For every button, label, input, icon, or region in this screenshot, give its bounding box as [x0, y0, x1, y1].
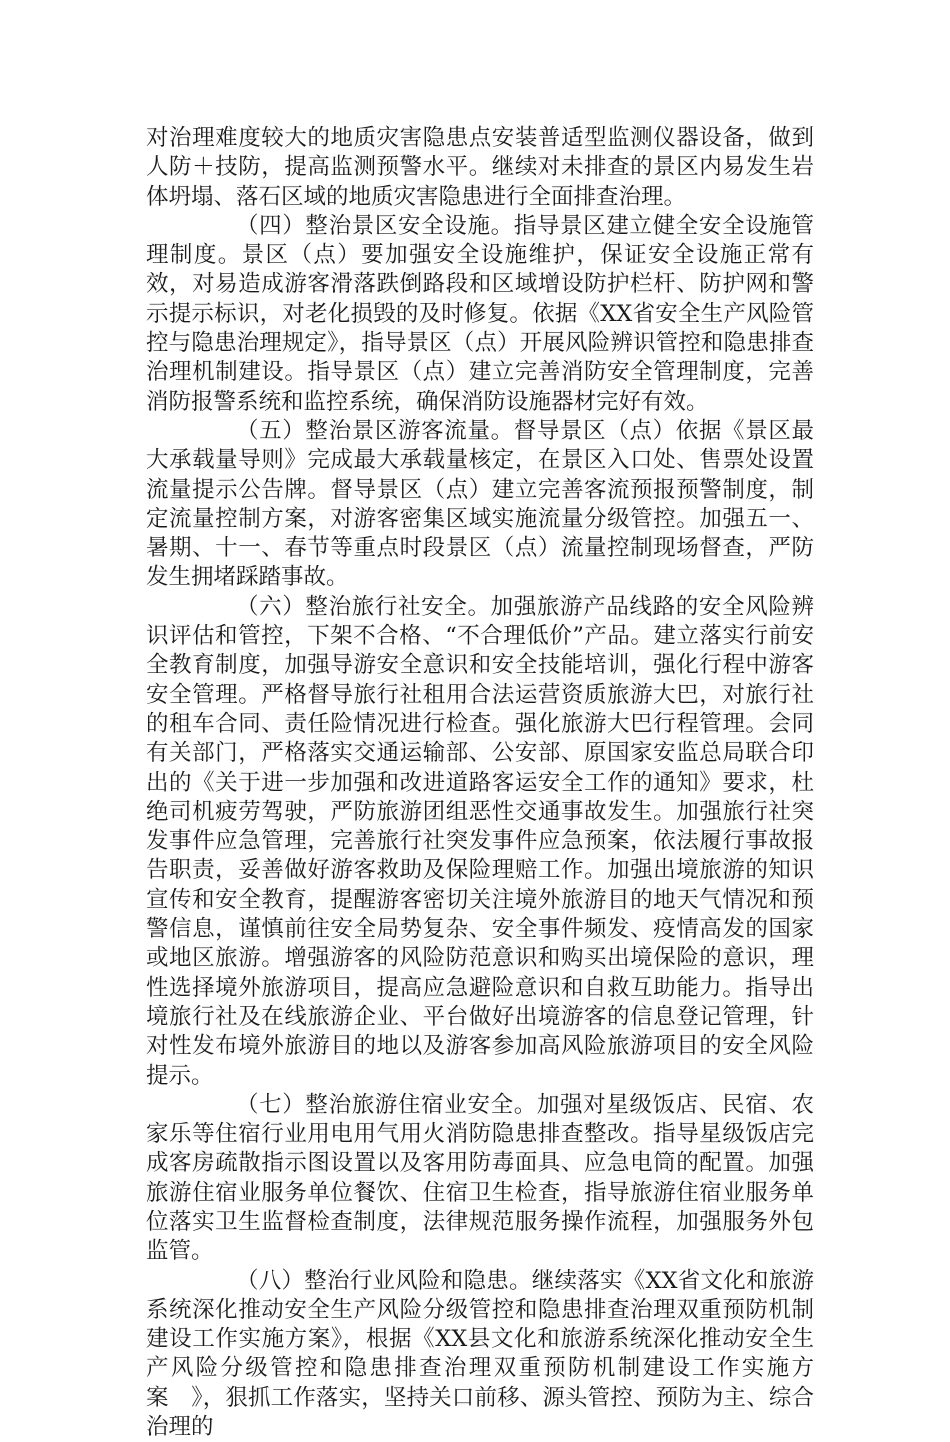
document-body [146, 124, 814, 1442]
paragraph-accommodation: （七）整治旅游住宿业安全。加强对星级饭店、民宿、农家乐等住宿行业用电用气用火消防隐患排查整改。指导星级饭店完成客房疏散指示图设置以及客用防毒面具、应急电筒的配置。加强旅游住宿业服务单位餐饮、住宿卫生检查，指导旅游住宿业服务单位落实卫生监督检查制度，法律规范服务操作流程，加强服务外包监管。 [146, 1091, 814, 1265]
paragraph-scenic-facilities: （四）整治景区安全设施。指导景区建立健全安全设施管理制度。景区（点）要加强安全设施维护，保证安全设施正常有效，对易造成游客滑落跌倒路段和区域增设防护栏杆、防护网和警示提示标识，对老化损毁的及时修复。依据《XX省安全生产风险管控与隐患治理规定》，指导景区（点）开展风险辨识管控和隐患排查治理机制建设。指导景区（点）建立完善消防安全管理制度，完善消防报警系统和监控系统，确保消防设施器材完好有效。 [146, 212, 814, 415]
paragraph-continuation: 对治理难度较大的地质灾害隐患点安装普适型监测仪器设备，做到人防＋技防，提高监测预警水平。继续对未排查的景区内易发生岩体坍塌、落石区域的地质灾害隐患进行全面排查治理。 [146, 125, 814, 210]
paragraph-travel-agency: （六）整治旅行社安全。加强旅游产品线路的安全风险辨识评估和管控，下架不合格、“不合理低价”产品。建立落实行前安全教育制度，加强导游安全意识和安全技能培训，强化行程中游客安全管理。严格督导旅行社租用合法运营资质旅游大巴，对旅行社的租车合同、责任险情况进行检查。强化旅游大巴行程管理。会同有关部门，严格落实交通运输部、公安部、原国家安监总局联合印出的《关于进一步加强和改进道路客运安全工作的通知》要求，杜绝司机疲劳驾驶，严防旅游团组恶性交通事故发生。加强旅行社突发事件应急管理，完善旅行社突发事件应急预案，依法履行事故报告职责，妥善做好游客救助及保险理赔工作。加强出境旅游的知识宣传和安全教育，提醒游客密切关注境外旅游目的地天气情况和预警信息，谨慎前往安全局势复杂、安全事件频发、疫情高发的国家或地区旅游。增强游客的风险防范意识和购买出境保险的意识，理性选择境外旅游项目，提高应急避险意识和自救互助能力。指导出境旅行社及在线旅游企业、平台做好出境游客的信息登记管理，针对性发布境外旅游目的地以及游客参加高风险旅游项目的安全风险提示。 [146, 593, 814, 1089]
paragraph-industry-risk: （八）整治行业风险和隐患。继续落实《XX省文化和旅游系统深化推动安全生产风险分级管控和隐患排查治理双重预防机制建设工作实施方案》，根据《XX县文化和旅游系统深化推动安全生产风险分级管控和隐患排查治理双重预防机制建设工作实施方案 》，狠抓工作落实，坚持关口前移、源头管控、预防为主、综合治理的 [146, 1267, 814, 1441]
paragraph-visitor-flow: （五）整治景区游客流量。督导景区（点）依据《景区最大承载量导则》完成最大承载量核定，在景区入口处、售票处设置流量提示公告牌。督导景区（点）建立完善客流预报预警制度，制定流量控制方案，对游客密集区域实施流量分级管控。加强五一、暑期、十一、春节等重点时段景区（点）流量控制现场督查，严防发生拥堵踩踏事故。 [146, 417, 814, 591]
